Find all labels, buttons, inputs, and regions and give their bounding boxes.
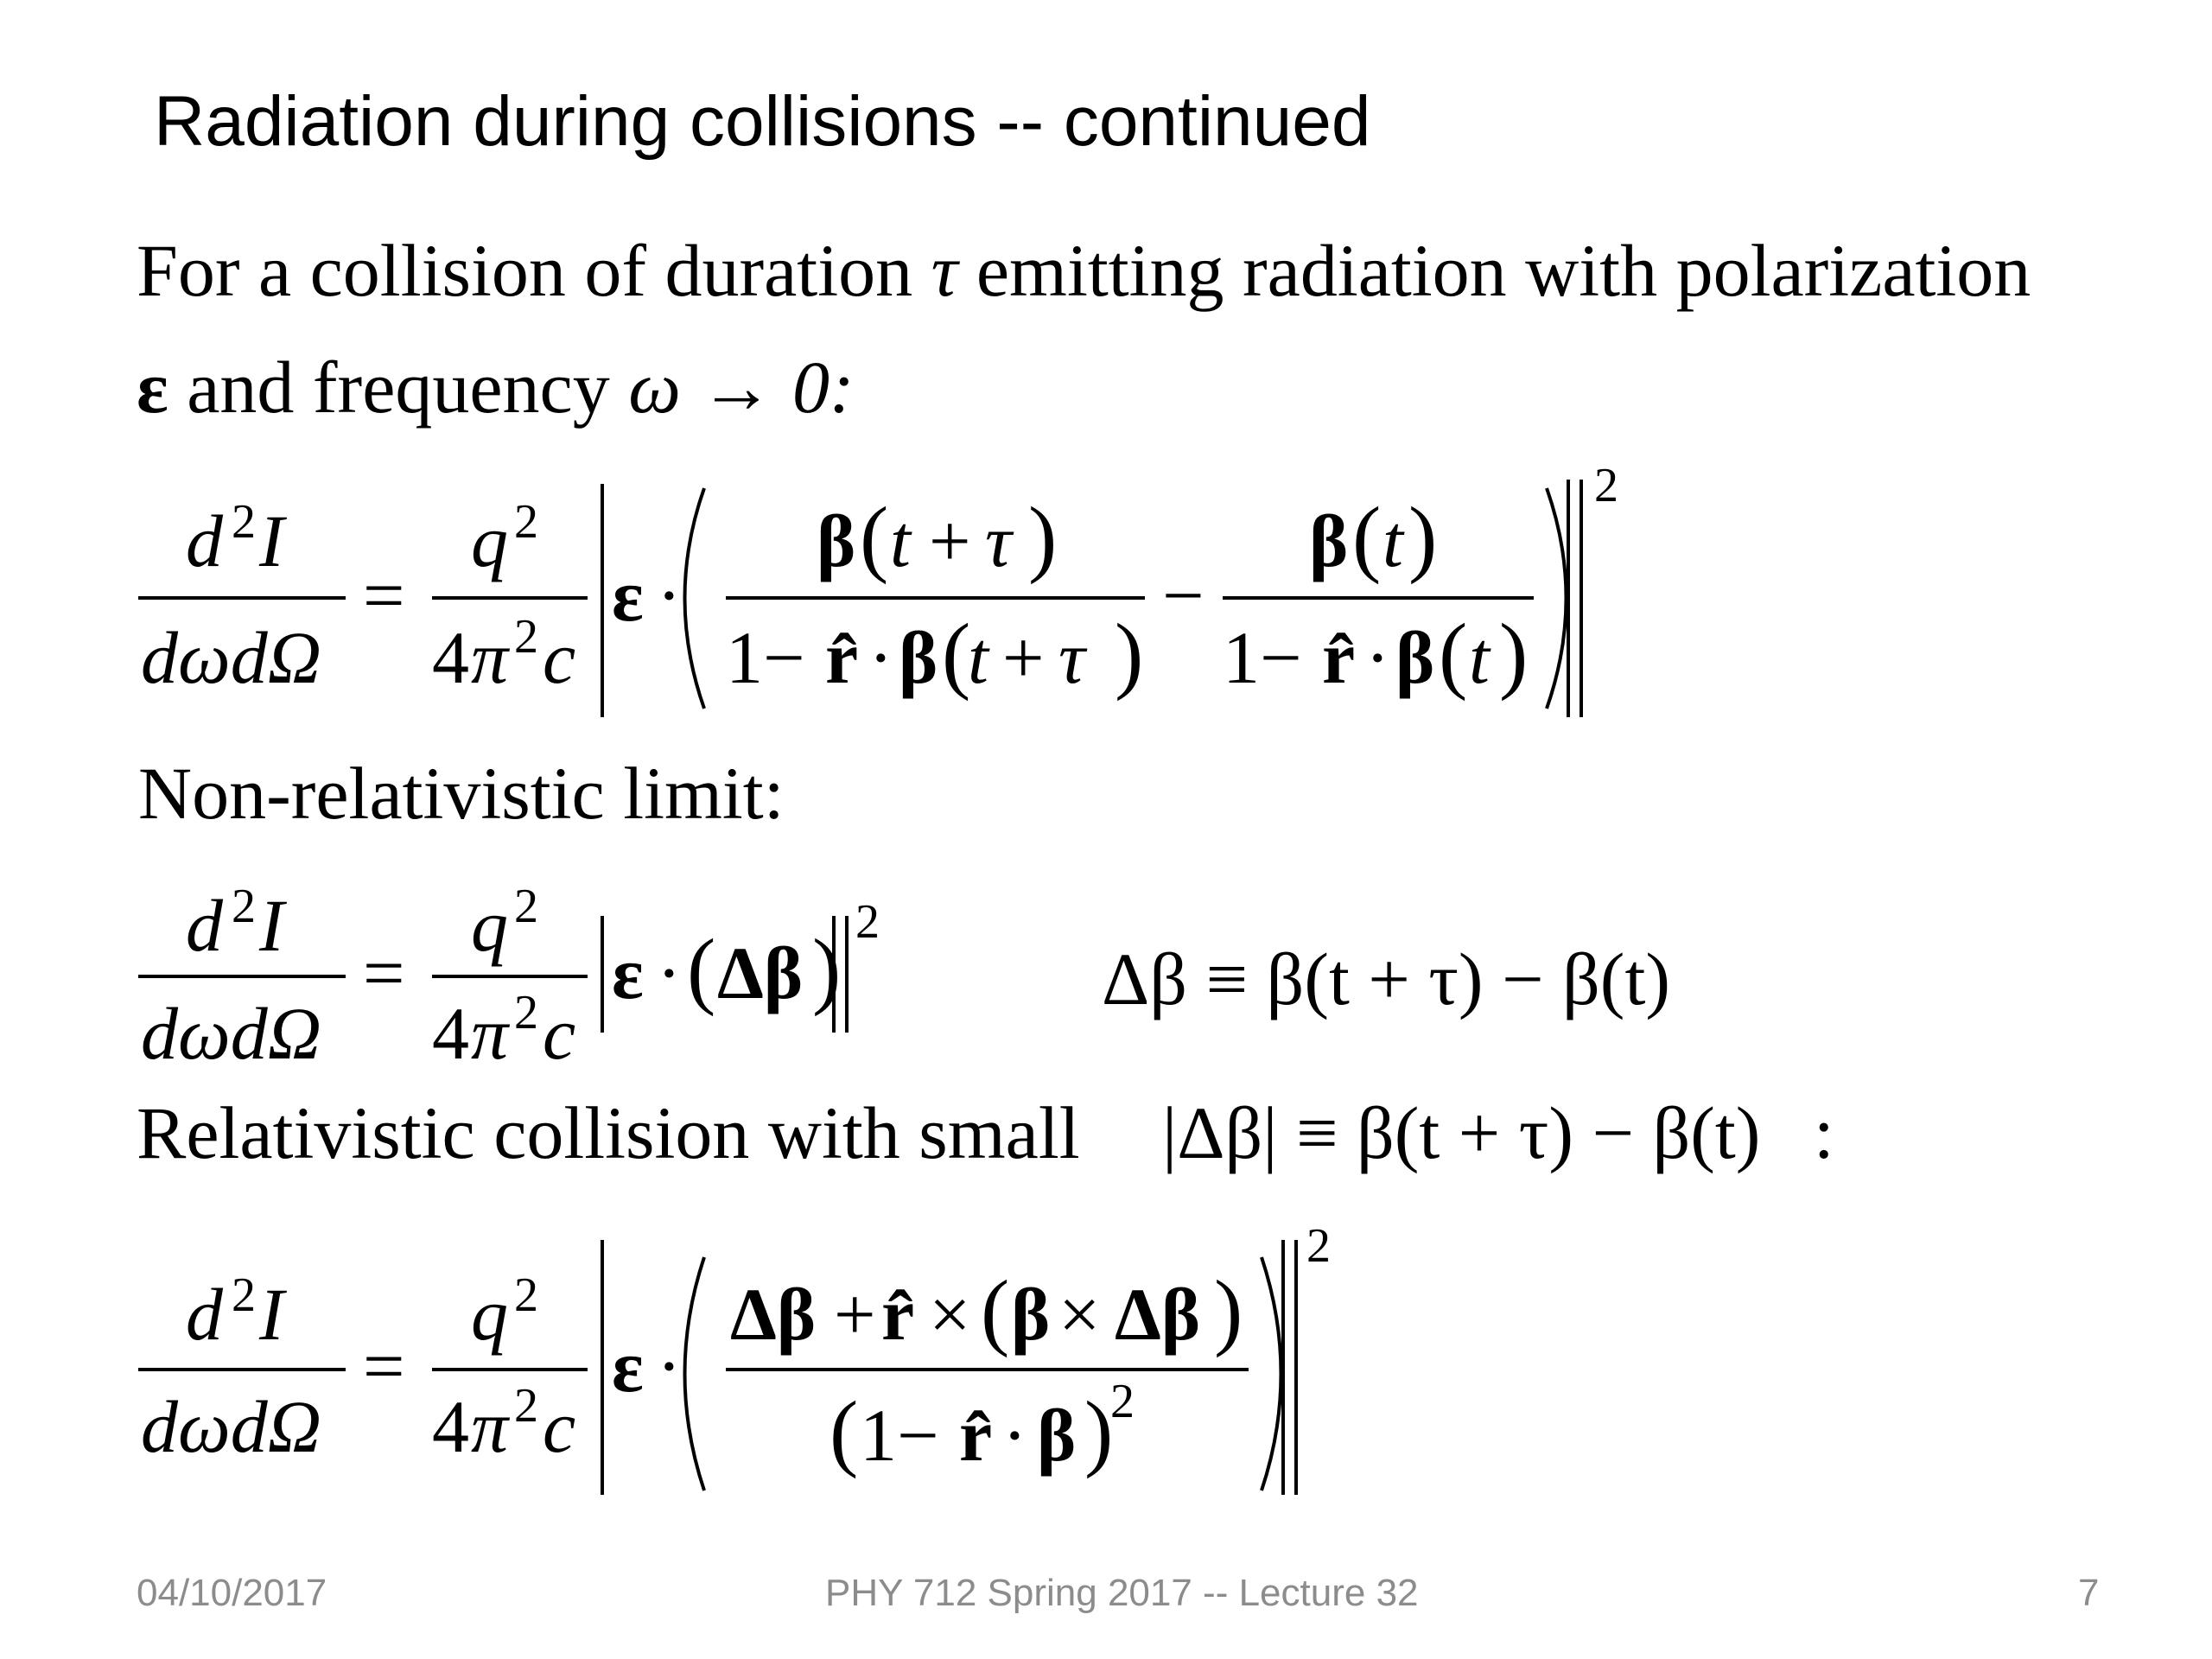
- svg-text:(: (: [942, 606, 971, 702]
- svg-text:β: β: [899, 616, 938, 699]
- svg-text:2: 2: [514, 1268, 538, 1322]
- footer-course: PHY 712 Spring 2017 -- Lecture 32: [825, 1572, 1419, 1614]
- svg-text:=: =: [363, 1325, 405, 1408]
- svg-text:ε: ε: [612, 931, 644, 1014]
- svg-text:4: 4: [432, 1385, 469, 1468]
- svg-text:−: −: [1162, 554, 1205, 637]
- svg-text:2: 2: [855, 895, 880, 949]
- omega-limit: ω → 0:: [628, 346, 855, 429]
- svg-text:d: d: [186, 499, 223, 582]
- intro-text-a: For a collision of duration: [137, 229, 913, 312]
- svg-text:): ): [1028, 489, 1058, 585]
- svg-text:r̂: r̂: [1322, 616, 1356, 699]
- svg-text:): ): [1214, 1262, 1243, 1358]
- delta-beta-definition: Δβ ≡ β(t + τ) − β(t): [1102, 938, 1670, 1020]
- svg-text:·: ·: [657, 554, 682, 637]
- svg-text:(: (: [830, 1383, 859, 1479]
- svg-text:·: ·: [1365, 616, 1390, 699]
- svg-text:r̂: r̂: [825, 616, 859, 699]
- footer-page-number: 7: [2078, 1572, 2100, 1614]
- svg-text:): ): [1115, 606, 1144, 702]
- svg-text:=: =: [363, 554, 405, 637]
- svg-text:): ): [1408, 489, 1438, 585]
- svg-text:dωdΩ: dωdΩ: [141, 992, 321, 1075]
- svg-text:t: t: [1382, 499, 1403, 582]
- svg-text:2: 2: [1594, 459, 1618, 512]
- rel-label: Relativistic collision with small: [137, 1091, 1080, 1174]
- svg-text:(: (: [860, 489, 889, 585]
- svg-text:2: 2: [232, 1268, 256, 1322]
- svg-text:dωdΩ: dωdΩ: [141, 616, 321, 699]
- svg-text:2: 2: [232, 495, 256, 549]
- svg-text:·: ·: [657, 1325, 682, 1408]
- svg-text:+: +: [929, 499, 971, 582]
- svg-text:(: (: [1439, 606, 1468, 702]
- svg-text:d: d: [186, 1273, 223, 1356]
- rel-condition-expr: |Δβ| ≡ β(t + τ) − β(t): [1162, 1091, 1761, 1174]
- svg-text:1−: 1−: [860, 1394, 939, 1477]
- svg-text:β: β: [1395, 616, 1435, 699]
- svg-text:1−: 1−: [1223, 616, 1302, 699]
- rel-colon: :: [1813, 1091, 1834, 1174]
- svg-text:2: 2: [1306, 1219, 1331, 1273]
- svg-text:τ: τ: [1058, 616, 1085, 699]
- svg-text:×: ×: [1058, 1273, 1101, 1356]
- svg-text:1−: 1−: [726, 616, 805, 699]
- svg-text:4: 4: [432, 616, 469, 699]
- equation-3: [138, 1219, 1331, 1495]
- svg-text:q: q: [471, 499, 508, 582]
- svg-text:c: c: [543, 992, 576, 1075]
- svg-text:): ): [812, 921, 842, 1017]
- svg-text:d: d: [186, 884, 223, 967]
- svg-text:I: I: [259, 884, 284, 967]
- svg-text:q: q: [471, 884, 508, 967]
- svg-text:q: q: [471, 1273, 508, 1356]
- svg-text:4: 4: [432, 992, 469, 1075]
- svg-text:I: I: [259, 499, 284, 582]
- svg-text:β: β: [817, 499, 856, 582]
- footer-date: 04/10/2017: [137, 1572, 327, 1614]
- svg-text:ε: ε: [612, 1325, 644, 1408]
- svg-text:=: =: [363, 931, 405, 1014]
- equation-1: [138, 459, 1618, 717]
- svg-text:r̂: r̂: [881, 1273, 915, 1356]
- nonrel-label: Non-relativistic limit:: [138, 752, 785, 835]
- svg-text:t: t: [1469, 616, 1490, 699]
- svg-text:β: β: [1309, 499, 1349, 582]
- svg-text:2: 2: [514, 986, 538, 1039]
- svg-text:Δβ: Δβ: [1115, 1273, 1201, 1356]
- svg-text:t: t: [890, 499, 911, 582]
- svg-text:2: 2: [514, 495, 538, 549]
- svg-text:×: ×: [929, 1273, 971, 1356]
- tau-symbol: τ: [931, 229, 958, 312]
- svg-text:t: t: [968, 616, 988, 699]
- slide-title: Radiation during collisions -- continued: [154, 82, 1371, 161]
- svg-text:·: ·: [1002, 1394, 1027, 1477]
- svg-text:2: 2: [514, 880, 538, 933]
- svg-text:π: π: [471, 616, 509, 699]
- svg-text:2: 2: [232, 880, 256, 933]
- svg-text:I: I: [259, 1273, 284, 1356]
- svg-text:ε: ε: [612, 554, 644, 637]
- svg-text:(: (: [1352, 489, 1382, 585]
- svg-text:c: c: [543, 616, 576, 699]
- svg-text:Δβ: Δβ: [717, 931, 804, 1014]
- svg-text:2: 2: [514, 1379, 538, 1433]
- svg-text:β: β: [1011, 1273, 1051, 1356]
- svg-text:+: +: [1002, 616, 1045, 699]
- svg-text:dωdΩ: dωdΩ: [141, 1385, 321, 1468]
- svg-text:τ: τ: [985, 499, 1012, 582]
- svg-text:(: (: [981, 1262, 1010, 1358]
- svg-text:·: ·: [868, 616, 893, 699]
- equation-2: [138, 880, 880, 1075]
- svg-text:): ): [1499, 606, 1529, 702]
- svg-text:β: β: [1037, 1394, 1077, 1477]
- svg-text:+: +: [834, 1273, 876, 1356]
- svg-text:(: (: [687, 921, 716, 1017]
- svg-text:2: 2: [514, 610, 538, 664]
- svg-text:): ): [1084, 1383, 1114, 1479]
- svg-text:·: ·: [657, 931, 682, 1014]
- svg-text:Δβ: Δβ: [730, 1273, 817, 1356]
- intro-text-b: emitting radiation with polarization: [976, 229, 2031, 312]
- epsilon-symbol: ε: [137, 346, 168, 429]
- svg-text:π: π: [471, 1385, 509, 1468]
- intro-text-c: and frequency: [187, 346, 610, 429]
- svg-text:2: 2: [1110, 1375, 1135, 1428]
- svg-text:r̂: r̂: [959, 1394, 993, 1477]
- svg-text:c: c: [543, 1385, 576, 1468]
- svg-text:π: π: [471, 992, 509, 1075]
